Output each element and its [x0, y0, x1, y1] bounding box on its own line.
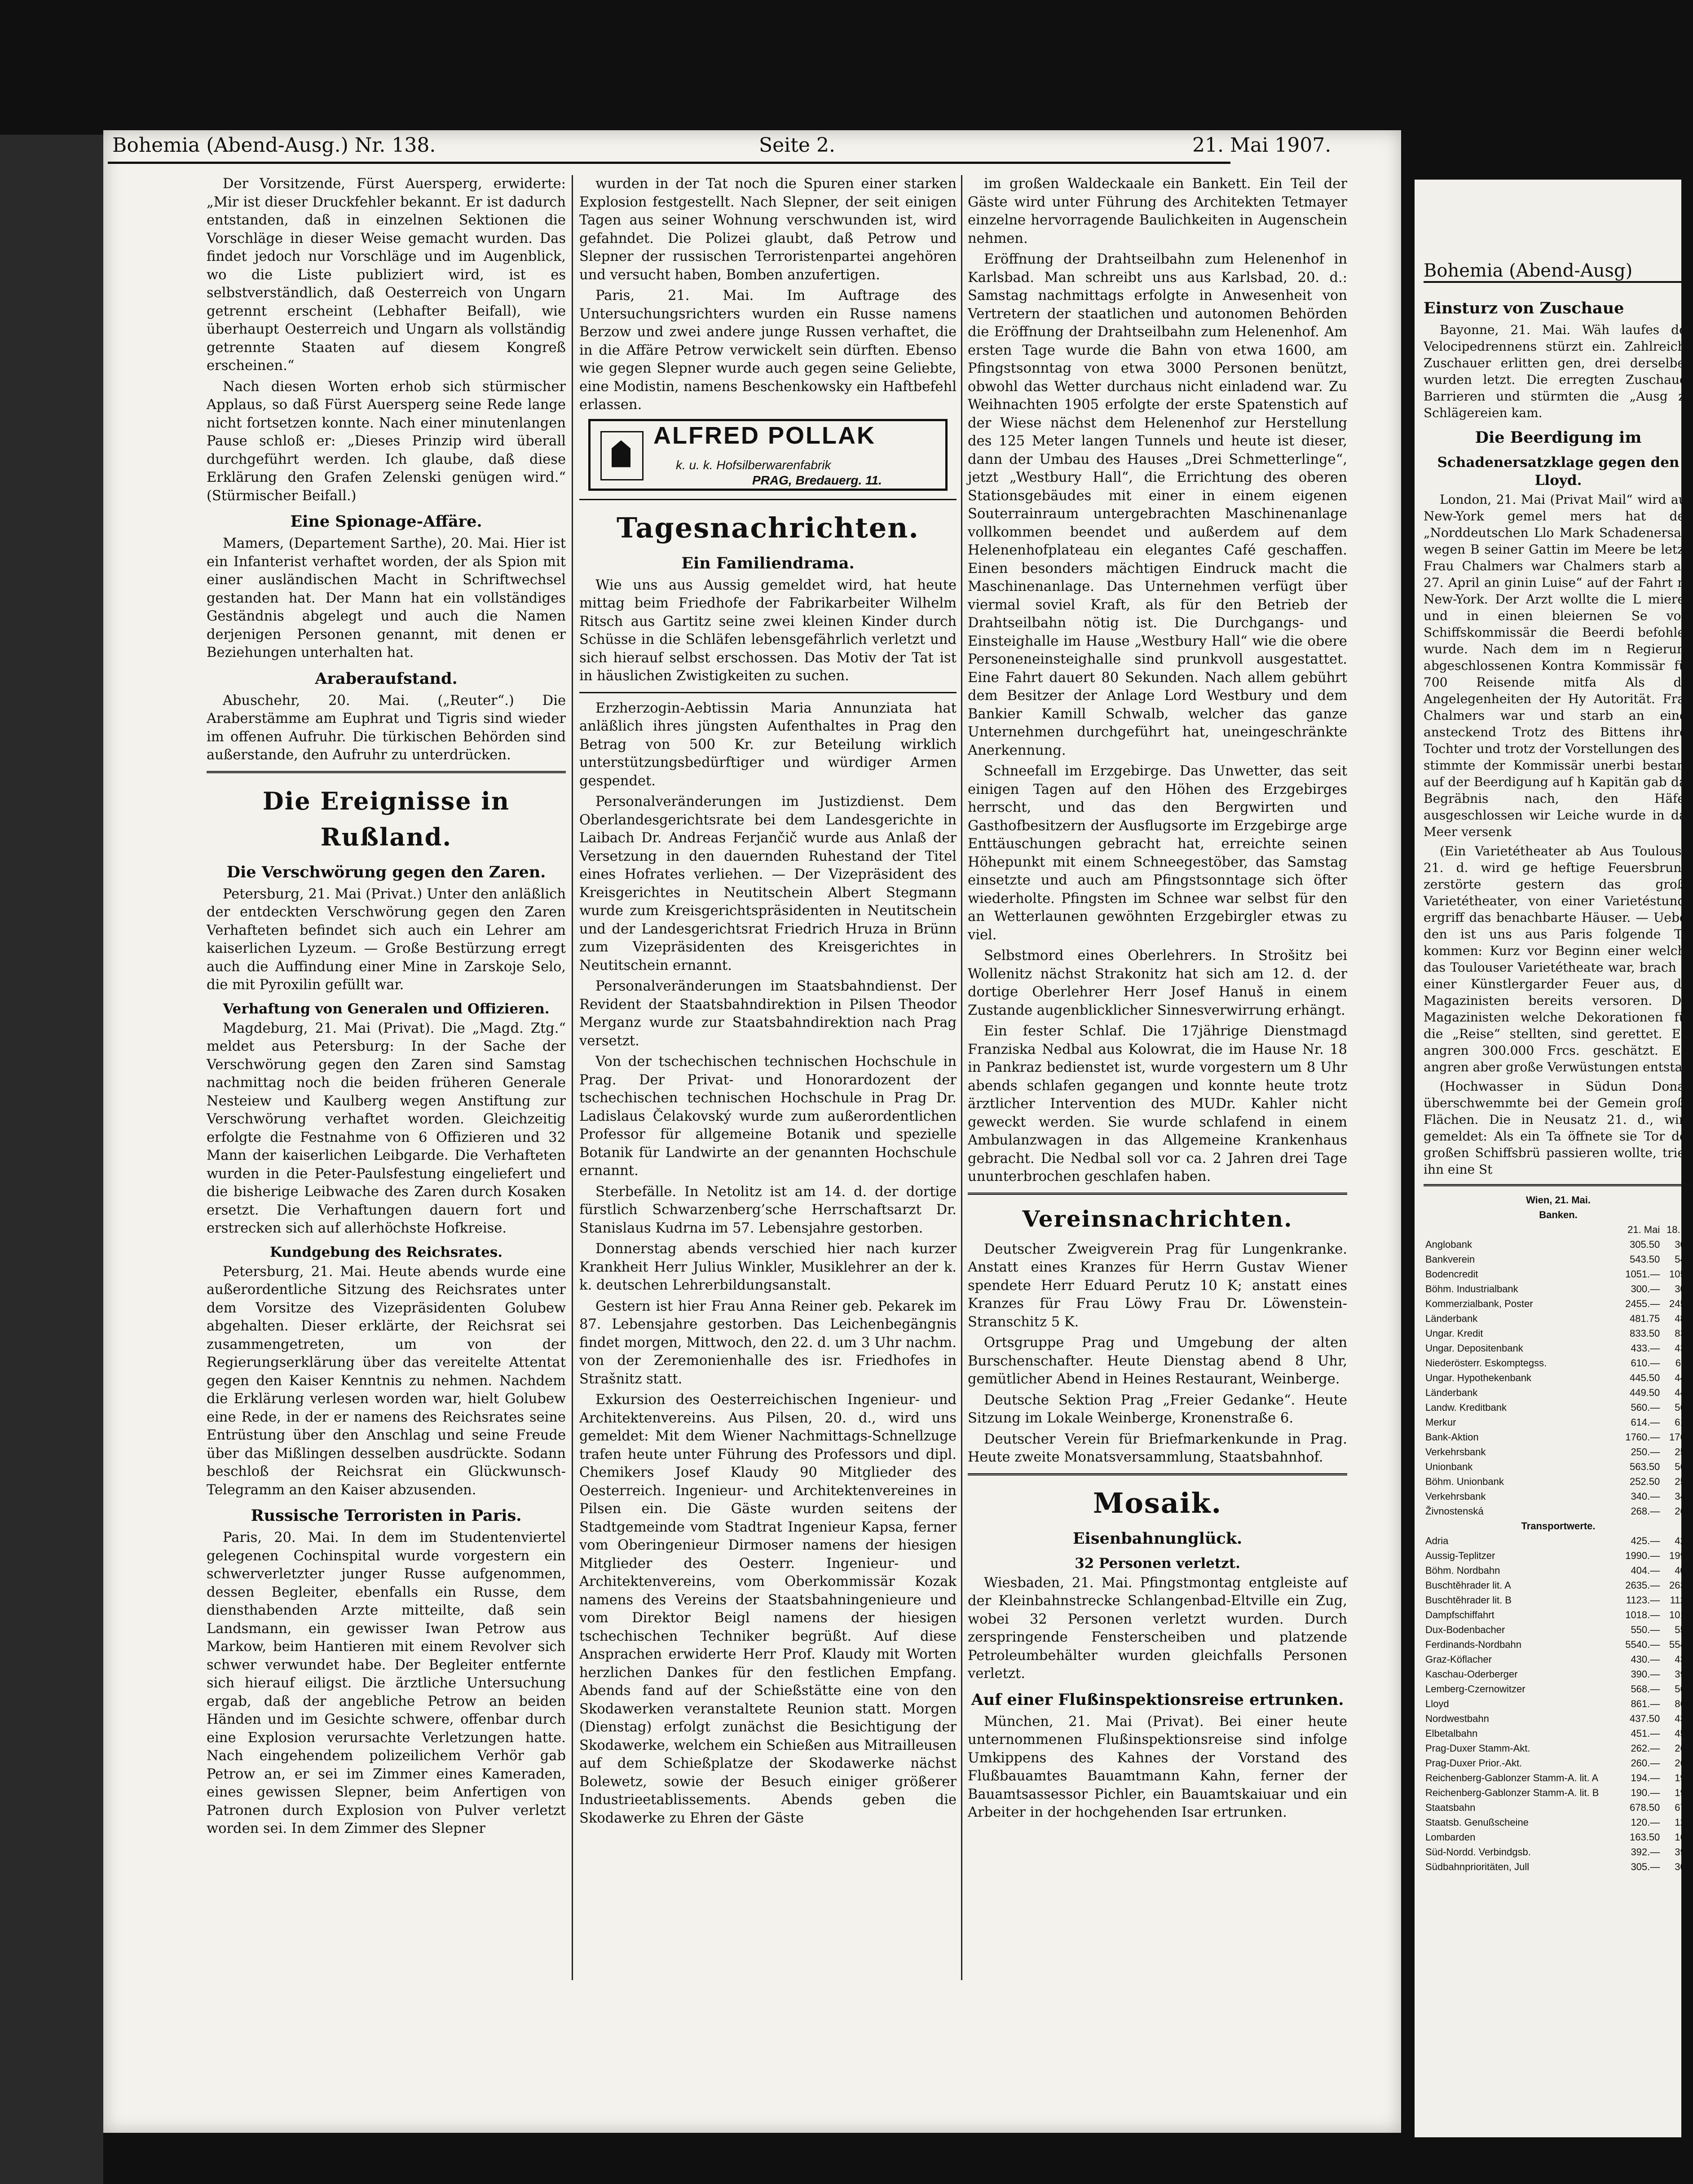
paragraph: Wiesbaden, 21. Mai. Pfingstmontag entgleiste auf der Kleinbahnstrecke Schlangenbad-Eltville ein Zug, wobei 32 Personen verletzt wurden. Durch zerspringende Fensterscheiben und platzende Petroleumbehälter wurden gleichfalls Personen verletzt. — [968, 1575, 1347, 1682]
paragraph: Paris, 21. Mai. Im Auftrage des Untersuchungsrichters wurden ein Russe namens Berzow und zwei andere junge Russen verhaftet, die in die Affäre Petrow verwickelt sein dürften. Ebenso wie gegen Slepner wurde auch gegen seine Geliebte, eine Modistin, namens Beschenkowsky ein Haftbefehl erlassen. — [579, 288, 957, 413]
stock-value: 425.— — [1631, 1535, 1660, 1546]
divider — [579, 692, 957, 693]
stock-value: 304 — [1675, 1239, 1691, 1250]
stock-name: Staatsbahn — [1425, 1802, 1476, 1813]
stock-value: 563 — [1675, 1461, 1691, 1472]
stock-value: 2635.— — [1625, 1580, 1660, 1591]
stock-name: Südbahnprioritäten, Jull — [1425, 1861, 1530, 1872]
stock-name: Süd-Nordd. Verbindgsb. — [1425, 1846, 1531, 1858]
divider — [968, 1193, 1347, 1195]
divider — [968, 1473, 1347, 1475]
stock-row — [1424, 1711, 1693, 1726]
stock-value: 2455.— — [1625, 1298, 1660, 1309]
stock-row — [1424, 1341, 1693, 1356]
stock-row — [1424, 1800, 1693, 1815]
stock-name: Prag-Duxer Stamm-Akt. — [1425, 1743, 1530, 1754]
stock-value: 1123 — [1670, 1594, 1691, 1606]
paragraph: wurden in der Tat noch die Spuren einer starken Explosion festgestellt. Nach Slepner, der seit einigen Tagen aus seiner Wohnung verschwunden ist, wird gefahndet. Die Polizei glaubt, daß Petrow und Slepner der russischen Terroristenpartei angehören und versucht haben, Bomben anzufertigen. — [579, 176, 957, 283]
stock-row — [1424, 1756, 1693, 1770]
paragraph: Abuschehr, 20. Mai. („Reuter“.) Die Araberstämme am Euphrat und Tigris sind wieder im offenen Aufruhr. Die türkischen Behörden sind außerstande, den Aufruhr zu unterdrücken. — [207, 692, 566, 763]
stock-row — [1424, 1785, 1693, 1800]
stock-name: Ungar. Hypothekenbank — [1425, 1372, 1532, 1383]
stock-value: 120 — [1675, 1817, 1691, 1828]
paragraph: Eröffnung der Drahtseilbahn zum Helenenhof in Karlsbad. Man schreibt uns aus Karlsbad, 20. d.: Samstag nachmittags erfolgte in Anwesenheit von Vertretern der staatlichen und autonomen Behörden die Eröffnung der Drahtseilbahn zum Helenenhof. Am ersten Tage wurde die Bahn von etwa 1600, am Pfingstsonntag von etwa 3000 Personen benützt, obwohl das Wetter durchaus nicht einladend war. Zu Weihnachten 1905 erfolgte der erste Spatenstich auf der Wiese nächst dem Helenenhof zur Herstellung des 125 Meter langen Tunnels und heute ist dieser, dann der Umbau des Hauses „Drei Schmetterlinge“, jetzt „Westbury Hall“, die Errichtung des oberen Stationsgebäudes mit einer in einem eigenen Souterrainraum untergebrachten Maschinenanlage vollkommen beendet und außerdem auf dem Helenenhofplateau ein elegantes Café geschaffen. Einen besonders mächtigen Eindruck macht die Maschinenanlage. Das Unternehmen verfügt über viermal soviel Kraft, als für den Betrieb der Drahtseilbahn nötig ist. Die Durchgangs- und Einsteighalle im Hause „Westbury Hall“ wie die obere Personeneinsteighalle sind prunkvoll ausgestattet. Eine Fahrt dauert 80 Sekunden. Nach allem gebührt dem Besitzer der Anlage Lord Westbury und dem Bankier Kamill Schwalb, welcher das ganze Unternehmen durchgeführt hat, uneingeschränkte Anerkennung. — [968, 251, 1347, 758]
paragraph: Wie uns aus Aussig gemeldet wird, hat heute mittag beim Friedhofe der Fabrikarbeiter Wilhelm Ritsch aus Gartitz seine zwei kleinen Kinder durch Schüsse in die Schläfen lebensgefährlich verletzt und sich hierauf selbst erschossen. Das Motiv der Tat ist in häuslichen Zwistigkeiten zu suchen. — [579, 577, 957, 684]
paragraph: Personalveränderungen im Staatsbahndienst. Der Revident der Staatsbahndirektion in Pilsen Theodor Merganz wurde zur Staatsbahndirektion nach Prag versetzt. — [579, 978, 957, 1049]
stock-value: 390 — [1675, 1669, 1691, 1680]
column-rule — [961, 175, 962, 1980]
stock-value: 614.— — [1631, 1417, 1660, 1428]
paragraph: Selbstmord eines Oberlehrers. In Strošitz bei Wollenitz nächst Strakonitz hat sich am 12. d. der dortige Oberlehrer Herr Josef Hanuš in einem Zustande augenblicklicher Sinnesverwirrung erhängt. — [968, 948, 1347, 1018]
stock-value: 260 — [1675, 1757, 1691, 1769]
stock-value: 300 — [1675, 1283, 1691, 1295]
stock-row — [1424, 1474, 1693, 1489]
stock-name: Elbetalbahn — [1425, 1728, 1478, 1739]
stock-row — [1424, 1430, 1693, 1444]
stock-name: Verkehrsbank — [1425, 1491, 1486, 1502]
stock-section: Transportwerte. — [1521, 1520, 1596, 1532]
stock-name: Aussig-Teplitzer — [1425, 1550, 1495, 1561]
stock-name: Kommerzialbank, Poster — [1425, 1298, 1533, 1309]
headline: Eisenbahnunglück. — [1072, 1529, 1243, 1548]
stock-row — [1424, 1652, 1693, 1667]
stock-value: 563.50 — [1629, 1461, 1660, 1472]
subheadline: Kundgebung des Reichsrates. — [269, 1244, 503, 1260]
stock-name: Kaschau-Oderberger — [1425, 1669, 1518, 1680]
stock-section: Banken. — [1539, 1209, 1578, 1220]
headline: Eine Spionage-Affäre. — [290, 512, 482, 531]
stock-value: 610.— — [1631, 1357, 1660, 1369]
stock-row — [1424, 1237, 1693, 1252]
stock-row — [1424, 1845, 1693, 1859]
stock-row — [1424, 1593, 1693, 1607]
headline: Die Beerdigung im — [1475, 428, 1642, 447]
stock-name: Anglobank — [1425, 1239, 1472, 1250]
stock-value: 392.— — [1631, 1846, 1660, 1858]
stock-value: 404 — [1675, 1565, 1691, 1576]
stock-name: Graz-Köflacher — [1425, 1654, 1492, 1665]
ad-name: ALFRED POLLAK — [653, 422, 876, 449]
castle-logo-icon — [600, 431, 644, 480]
section-headline: Mosaik. — [1093, 1486, 1222, 1519]
stock-value: 560 — [1675, 1402, 1691, 1413]
stock-name: Prag-Duxer Prior.-Akt. — [1425, 1757, 1522, 1769]
stock-name: Bodencredit — [1425, 1268, 1478, 1280]
subheadline: Schadenersatzklage gegen den Lloyd. — [1437, 454, 1680, 489]
stock-value: 445.50 — [1629, 1372, 1660, 1383]
paragraph: (Hochwasser in Südun Donau überschwemmte bei der Gemein große Flächen. Die in Neusatz 21. d., wird gemeldet: Als ein Ta öffnete sie Tor der großen Schiffsbrü passieren wollte, trieb ihn eine St — [1424, 1079, 1693, 1177]
stock-value: 433 — [1675, 1343, 1691, 1354]
stock-name: Reichenberg-Gablonzer Stamm-A. lit. B — [1425, 1787, 1599, 1798]
paragraph: Nach diesen Worten erhob sich stürmischer Applaus, so daß Fürst Auersperg seine Rede lange nicht fortsetzen konnte. Nach einer minutenlangen Pause schloß er: „Dieses Prinzip wird überall durchgeführt werden. Ich glaube, daß diese Erklärung den Grafen Zelenski genügen wird.“ (Stürmischer Beifall.) — [207, 379, 566, 504]
stock-name: Ungar. Depositenbank — [1425, 1343, 1523, 1354]
stock-value: 678.50 — [1629, 1802, 1660, 1813]
stock-row — [1424, 1489, 1693, 1504]
paragraph: Von der tschechischen technischen Hochschule in Prag. Der Privat- und Honorardozent der tschechischen technischen Hochschule in Prag Dr. Ladislaus Čelakovský wurde zum außerordentlichen Professor für allgemeine Botanik und spezielle Botanik für Landwirte an der genannten Hochschule ernannt. — [579, 1054, 957, 1179]
stock-row — [1424, 1370, 1693, 1385]
stock-row — [1424, 1667, 1693, 1682]
stock-name: Živnostenská — [1425, 1506, 1484, 1517]
paragraph: Donnerstag abends verschied hier nach kurzer Krankheit Herr Julius Winkler, Musiklehrer an der k. k. deutschen Lehrerbildungsanstalt. — [579, 1241, 957, 1293]
ad-address: PRAG, Bredauerg. 11. — [752, 473, 882, 487]
stock-row — [1424, 1770, 1693, 1785]
paragraph: Mamers, (Departement Sarthe), 20. Mai. Hier ist ein Infanterist verhaftet worden, der als Spion mit einer ausländischen Macht in Schriftwechsel gestanden hat. Der Mann hat ein vollständiges Geständnis abgelegt und auch die Namen derjenigen Personen genannt, mit denen er Beziehungen unterhalten hat. — [207, 536, 566, 660]
ad-line: k. u. k. Hofsilberwarenfabrik — [676, 458, 831, 472]
stock-value: 543.50 — [1629, 1254, 1660, 1265]
stock-value: 163.50 — [1629, 1832, 1660, 1843]
stock-value: 1990 — [1669, 1550, 1691, 1561]
stock-value: 437.50 — [1629, 1713, 1660, 1724]
stock-value: 433.— — [1631, 1343, 1660, 1354]
stock-name: Dampfschiffahrt — [1425, 1609, 1495, 1620]
adjacent-paper-title: Bohemia (Abend-Ausg) — [1424, 260, 1693, 283]
paragraph: Ortsgruppe Prag und Umgebung der alten Burschenschafter. Heute Dienstag abend 8 Uhr, gemütlicher Abend in Heines Restaurant, Weinberge. — [968, 1335, 1347, 1387]
paper-title: Bohemia (Abend-Ausg.) Nr. 138. — [112, 134, 436, 157]
stock-name: Buschtěhrader lit. B — [1425, 1594, 1512, 1606]
stock-row — [1424, 1281, 1693, 1296]
stock-value: 424 — [1675, 1535, 1691, 1546]
stock-row — [1424, 1741, 1693, 1756]
stock-value: 550.— — [1631, 1624, 1660, 1635]
subheadline: 32 Personen verletzt. — [1075, 1555, 1240, 1572]
paragraph: Bayonne, 21. Mai. Wäh laufes des Velocipedrennens stürzt ein. Zahlreiche Zuschauer erlitten gen, drei derselben wurden letzt. Die erregten Zuschauer Barrieren und stürmten die „Ausg zu Schlägereien kam. — [1424, 322, 1693, 420]
stock-row — [1424, 1622, 1693, 1637]
paragraph: Petersburg, 21. Mai. Heute abends wurde eine außerordentliche Sitzung des Reichsrates unter dem Vorsitze des Vizepräsidenten Golubew abgehalten. Dieser erklärte, der Reichsrat sei zusammengetreten, um von der Regierungserklärung über das vereitelte Attentat gegen den Kaiser Kenntnis zu nehmen. Nachdem die Erklärung verlesen worden war, hielt Golubew eine Rede, in der er namens des Reichsrates seine Entrüstung über den Anschlag und seine Freude über das Mißlingen desselben ausdrückte. Sodann beschloß der Reichsrat ein Glückwunsch-Telegramm an den Kaiser abzusenden. — [207, 1264, 566, 1498]
stock-name: Böhm. Unionbank — [1425, 1476, 1504, 1487]
stock-value: 861 — [1675, 1698, 1691, 1709]
stock-value: 252 — [1675, 1476, 1691, 1487]
stock-name: Unionbank — [1425, 1461, 1473, 1472]
stock-row — [1424, 1326, 1693, 1341]
stock-value: 300.— — [1631, 1283, 1660, 1295]
paragraph: Der Vorsitzende, Fürst Auersperg, erwiderte: „Mir ist dieser Druckfehler bekannt. Er ist dadurch entstanden, daß in einzelnen Sektionen die Vorschläge in dieser Weise gemacht wurden. Das findet jedoch nur Vorschläge und im Augenblick, wo die Liste publiziert wird, ist es selbstverständlich, daß Oesterreich von Ungarn getrennt erscheint (Lebhafter Beifall), wie überhaupt Oesterreich und Ungarn als vollständig getrennte Staaten auf diesem Kongreß erscheinen.“ — [207, 176, 566, 374]
stock-name: Staatsb. Genußscheine — [1425, 1817, 1529, 1828]
section-headline: Vereinsnachrichten. — [1022, 1205, 1293, 1232]
paragraph: Deutscher Zweigverein Prag für Lungenkranke. Anstatt eines Kranzes für Herrn Gustav Wiener spendete Herr Eduard Perutz 10 K; anstatt eines Kranzes für Frau Löwy Frau Dr. Löwenstein-Stranschitz 5 K. — [968, 1241, 1347, 1330]
paragraph: Sterbefälle. In Netolitz ist am 14. d. der dortige fürstlich Schwarzenberg’sche Herrschaftsarzt Dr. Stanislaus Kudrna im 57. Lebensjahre gestorben. — [579, 1184, 957, 1236]
stock-name: Lombarden — [1425, 1832, 1476, 1843]
stock-name: Länderbank — [1425, 1387, 1478, 1398]
stock-name: Lloyd — [1425, 1698, 1449, 1709]
stock-col-header: 18. M — [1666, 1224, 1691, 1235]
stock-value: 392 — [1675, 1846, 1691, 1858]
issue-date: 21. Mai 1907. — [1192, 134, 1331, 157]
stock-row — [1424, 1444, 1693, 1459]
stock-name: Landw. Kreditbank — [1425, 1402, 1507, 1413]
stock-value: 1057 — [1669, 1268, 1691, 1280]
stock-value: 451 — [1675, 1728, 1691, 1739]
stock-value: 1018.— — [1625, 1609, 1660, 1620]
paragraph: Magdeburg, 21. Mai (Privat). Die „Magd. Ztg.“ meldet aus Petersburg: In der Sache der Verschwörung gegen den Zaren sind Samstag nachmittag noch die beiden früheren Generale Nesteiew und Kaulberg wegen Anstiftung zur Verschwörung verhaftet worden. Gleichzeitig erfolgte die Festnahme von 6 Offizieren und 32 Mann der kaiserlichen Leibgarde. Die Verhafteten wurden in die Peter-Paulsfestung eingeliefert und die bisherige Leibwache des Zaren durch Kosaken ersetzt. Die Verhaftungen dauern fort und erstrecken sich auf allerhöchste Hofkreise. — [207, 1020, 566, 1236]
stock-row — [1424, 1696, 1693, 1711]
stock-row — [1424, 1356, 1693, 1370]
section-headline: Tagesnachrichten. — [617, 511, 919, 544]
stock-value: 252.50 — [1629, 1476, 1660, 1487]
stock-value: 1051.— — [1625, 1268, 1660, 1280]
stock-value: 550 — [1675, 1624, 1691, 1635]
stock-name: Bankverein — [1425, 1254, 1475, 1265]
binding-edge — [0, 135, 103, 2184]
stock-value: 833 — [1675, 1328, 1691, 1339]
stock-name: Böhm. Industrialbank — [1425, 1283, 1518, 1295]
stock-value: 568 — [1675, 1683, 1691, 1695]
stock-value: 305.50 — [1629, 1239, 1660, 1250]
stock-row — [1424, 1815, 1693, 1830]
stock-value: 390.— — [1631, 1669, 1660, 1680]
stock-value: 194 — [1675, 1772, 1691, 1783]
paragraph: (Ein Varietétheater ab Aus Toulouse, 21. d. wird ge heftige Feuersbrunst zerstörte gestern das große Varietétheater, von einer Varietéstunde ergriff das benachbarte Häuser. — Ueber den ist uns aus Paris folgende Tel kommen: Kurz vor Beginn einer welche das Toulouser Varietétheate war, brach in einer Künstlergarder Feuer aus, die Magazinisten bereits versoren. Die Magazinisten welche Dekorationen für die „Reise“ stellten, sind gerettet. Ein angren 300.000 Frcs. geschätzt. Ein angren aber große Verwüstungen entstan — [1424, 844, 1693, 1074]
stock-value: 404.— — [1631, 1565, 1660, 1576]
subheadline: Verhaftung von Generalen und Offizieren. — [223, 1000, 550, 1017]
paragraph: Paris, 20. Mai. In dem im Studentenviertel gelegenen Cochinspital wurde vorgestern ein schwerverletzter junger Russe aufgenommen, dessen Begleiter, ebenfalls ein Russe, dem diensthabenden Arzte mitteilte, daß sein Landsmann, ein gewisser Iwan Petrow aus Markow, beim Hantieren mit einem Revolver sich schwer verwundet habe. Der Begleiter entfernte sich hierauf eiligst. Die ärztliche Untersuchung ergab, daß der angebliche Petrow an beiden Händen und im Gesichte schwere, offenbar durch eine Explosion verursachte Verletzungen hatte. Nach eingehendem polizeilichem Verhör gab Petrow an, er sei im Zimmer eines Kameraden, eines gewissen Slepner, beim Anfertigen von Patronen durch Explosion von Pulver verletzt worden sei. In dem Zimmer des Slepner — [207, 1530, 566, 1836]
divider — [207, 771, 566, 773]
stock-name: Buschtěhrader lit. A — [1425, 1580, 1511, 1591]
paragraph: Schneefall im Erzgebirge. Das Unwetter, das seit einigen Tagen auf den Höhen des Erzgebirges herrscht, und das den Bergwirten und Gasthofbesitzern der Ausflugsorte im Erzgebirge arge Enttäuschungen gebracht hat, erreichte seinen Höhepunkt mit einem Schneegestöber, das Samstag einsetzte und auch am Pfingstsonntage sich öfter wiederholte. Pfingsten im Schnee war selbst für den an Wetterlaunen gewöhnten Erzgebirgler etwas zu viel. — [968, 763, 1347, 943]
stock-row — [1424, 1459, 1693, 1474]
stock-row — [1424, 1859, 1693, 1874]
stock-value: 305.— — [1631, 1861, 1660, 1872]
stock-title: Wien, 21. Mai. — [1525, 1194, 1591, 1206]
stock-value: 2455 — [1669, 1298, 1691, 1309]
stock-value: 449 — [1675, 1387, 1691, 1398]
stock-value: 451.— — [1631, 1728, 1660, 1739]
paragraph: Petersburg, 21. Mai (Privat.) Unter den anläßlich der entdeckten Verschwörung gegen den Zaren Verhafteten befindet sich auch ein Lehrer am kaiserlichen Lyzeum. — Große Bestürzung erregt auch die Auffindung einer Mine in Zarskoje Selo, die mit Pyroxilin gefüllt war. — [207, 886, 566, 993]
column-rule — [572, 175, 573, 1980]
stock-row — [1424, 1415, 1693, 1430]
stock-value: 250.— — [1631, 1446, 1660, 1457]
stock-value: 190.— — [1631, 1787, 1660, 1798]
stock-value: 262 — [1675, 1743, 1691, 1754]
stock-value: 163 — [1675, 1832, 1691, 1843]
stock-value: 678 — [1675, 1802, 1691, 1813]
stock-value: 560.— — [1631, 1402, 1660, 1413]
page-number: Seite 2. — [759, 134, 835, 157]
paragraph: Deutscher Verein für Briefmarkenkunde in Prag. Heute zweite Monatsversammlung, Staatsbahnhof. — [968, 1431, 1347, 1465]
stock-col-header: 21. Mai — [1627, 1224, 1660, 1235]
stock-value: 2635 — [1669, 1580, 1691, 1591]
stock-name: Reichenberg-Gablonzer Stamm-A. lit. A — [1425, 1772, 1599, 1783]
stock-value: 268 — [1675, 1506, 1691, 1517]
stock-value: 482 — [1675, 1313, 1691, 1324]
paragraph: Personalveränderungen im Justizdienst. Dem Oberlandesgerichtsrate bei dem Landesgerichte in Laibach Dr. Andreas Ferjančič wurde aus Anlaß der Versetzung in den dauernden Ruhestand der Titel eines Hofrates verliehen. — Der Vizepräsident des Kreisgerichtes in Neutitschein Albert Stegmann wurde zum Kreisgerichtspräsidenten in Neutitschein und der Landesgerichtsrat Friedrich Hruza in Brünn zum Vizepräsidenten des Kreisgerichtes in Neutitschein ernannt. — [579, 794, 957, 973]
stock-row — [1424, 1830, 1693, 1845]
stock-value: 190 — [1675, 1787, 1691, 1798]
stock-value: 194.— — [1631, 1772, 1660, 1783]
stock-value: 120.— — [1631, 1817, 1660, 1828]
stock-value: 568.— — [1631, 1683, 1660, 1695]
stock-value: 1760 — [1669, 1431, 1691, 1443]
stock-value: 833.50 — [1629, 1328, 1660, 1339]
stock-value: 250 — [1675, 1446, 1691, 1457]
adjacent-column — [1424, 292, 1693, 2124]
stock-value: 268.— — [1631, 1506, 1660, 1517]
stock-value: 5540.— — [1625, 1639, 1660, 1650]
stock-value: 1760.— — [1625, 1431, 1660, 1443]
advertisement — [588, 419, 948, 491]
stock-value: 260.— — [1631, 1757, 1660, 1769]
stock-value: 481.75 — [1629, 1313, 1660, 1324]
paragraph: Gestern ist hier Frau Anna Reiner geb. Pekarek im 87. Lebensjahre gestorben. Das Leichenbegängnis findet morgen, Mittwoch, den 22. d. um 3 Uhr nachm. von der Zeremonienhalle des isr. Friedhofes in Strašnitz statt. — [579, 1298, 957, 1387]
stock-row — [1424, 1533, 1693, 1548]
stock-value: 1123.— — [1626, 1594, 1660, 1606]
stock-row — [1424, 1267, 1693, 1281]
divider — [579, 499, 957, 500]
stock-row — [1424, 1578, 1693, 1593]
stock-name: Adria — [1425, 1535, 1449, 1546]
divider — [1424, 1184, 1693, 1186]
section-headline: Die Ereignisse in Rußland. — [262, 786, 510, 851]
stock-name: Ferdinands-Nordbahn — [1425, 1639, 1522, 1650]
stock-value: 437 — [1675, 1713, 1691, 1724]
headline: Die Verschwörung gegen den Zaren. — [226, 863, 546, 881]
stock-value: 1990.— — [1625, 1550, 1660, 1561]
stock-name: Lemberg-Czernowitzer — [1425, 1683, 1525, 1695]
column-3 — [968, 175, 1347, 1985]
stock-name: Ungar. Kredit — [1425, 1328, 1483, 1339]
stock-row — [1424, 1563, 1693, 1578]
paragraph: Ein fester Schlaf. Die 17jährige Dienstmagd Franziska Nedbal aus Kolowrat, die im Hause Nr. 18 in Pankraz bedienstet ist, wurde vorgestern um 8 Uhr abends schlafen gegangen und konnte heute trotz ärztlicher Intervention des MUDr. Kahler nicht geweckt werden. Sie wurde schlafend in einem Ambulanzwagen in das Allgemeine Krankenhaus gebracht. Die Nedbal soll vor ca. 2 Jahren drei Tage ununterbrochen geschlafen haben. — [968, 1023, 1347, 1184]
stock-value: 543 — [1675, 1254, 1691, 1265]
stock-value: 340 — [1675, 1491, 1691, 1502]
stock-row — [1424, 1682, 1693, 1696]
stock-row — [1424, 1726, 1693, 1741]
stock-name: Nordwestbahn — [1425, 1713, 1489, 1724]
stock-value: 614 — [1675, 1417, 1691, 1428]
column-1 — [207, 175, 566, 1985]
paragraph: im großen Waldeckaale ein Bankett. Ein Teil der Gäste wird unter Führung des Architekten Tetmayer einzelne hervorragende Baulichkeiten in Augenschein nehmen. — [968, 176, 1347, 247]
stock-row — [1424, 1504, 1693, 1519]
stock-name: Böhm. Nordbahn — [1425, 1565, 1500, 1576]
stock-row — [1424, 1637, 1693, 1652]
headline: Araberaufstand. — [315, 669, 458, 688]
headline: Auf einer Flußinspektionsreise ertrunken. — [971, 1690, 1344, 1709]
stock-table — [1424, 1193, 1693, 1874]
paragraph: London, 21. Mai (Privat Mail“ wird aus New-York gemel mers hat den „Norddeutschen Llo Mark Schadenersatz wegen B seiner Gattin im Meere be letzt. Frau Chalmers war Chalmers starb am 27. April an ginin Luise“ auf der Fahrt na New-York. Der Arzt wollte die L mieren und in einen bleiernen Se vom Schiffskommissär die Beerdi befohlen wurde. Nach dem im n Regierung abgeschlossenen Kontra Kommissär für 700 Reisende mitfa Als die Angelegenheiten der Hy Autorität. Frau Chalmers war und starb an einer ansteckend Trotz des Bittens ihrer Tochter und trotz der Vorstellungen des K stimmte der Kommissär unerbi bestand auf der Beerdigung auf h Kapitän gab das Begräbnis nach, den Häfen ausgeschlossen wir Leiche wurde in das Meer versenk — [1424, 492, 1693, 839]
stock-row — [1424, 1385, 1693, 1400]
stock-row — [1424, 1400, 1693, 1415]
stock-value: 5540 — [1669, 1639, 1691, 1650]
column-2 — [579, 175, 957, 1985]
page-header — [108, 130, 1331, 164]
stock-name: Merkur — [1425, 1417, 1456, 1428]
stock-name: Dux-Bodenbacher — [1425, 1624, 1505, 1635]
stock-value: 861.— — [1631, 1698, 1660, 1709]
stock-name: Bank-Aktion — [1425, 1431, 1479, 1443]
headline: Ein Familiendrama. — [681, 554, 855, 572]
stock-row — [1424, 1296, 1693, 1311]
stock-value: 262.— — [1631, 1743, 1660, 1754]
paragraph: Deutsche Sektion Prag „Freier Gedanke“. Heute Sitzung im Lokale Weinberge, Kronenstraße 6. — [968, 1392, 1347, 1426]
stock-row — [1424, 1607, 1693, 1622]
paragraph: Exkursion des Oesterreichischen Ingenieur- und Architektenvereins. Aus Pilsen, 20. d., wird uns gemeldet: Mit dem Wiener Nachmittags-Schnellzuge trafen heute unter Führung des Professors und dipl. Chemikers Josef Klaudy 90 Mitglieder des Oesterreich. Ingenieur- und Architektenvereines in Pilsen ein. Die Gäste wurden seitens der Stadtgemeinde vom Stadtrat Ingenieur Kapsa, ferner vom Oberingenieur Dirmoser namens der hiesigen Mitglieder des Oesterr. Ingenieur- und Architektenvereins, vom Oberkommissär Kozak namens des Vereins der Staatsbahningenieure und vom Direktor Beigl namens der hiesigen tschechischen Techniker begrüßt. Auf diese Ansprachen erwiderte Herr Prof. Klaudy mit Worten herzlichen Dankes für den festlichen Empfang. Abends fand auf der Schießstätte eine von den Skodawerken veranstaltete Reunion statt. Morgen (Dienstag) erfolgt zunächst die Besichtigung der Skodawerke, welchem ein Schießen aus Mitrailleusen auf dem Schießplatze der Skodawerke nächst Bolewetz, sowie der Besuch einiger größerer Industrieetablissements. Abends geben die Skodawerke zu Ehren der Gäste — [579, 1392, 957, 1826]
stock-value: 449.50 — [1629, 1387, 1660, 1398]
stock-row — [1424, 1311, 1693, 1326]
stock-value: 340.— — [1631, 1491, 1660, 1502]
stock-name: Niederösterr. Eskomptegss. — [1425, 1357, 1547, 1369]
stock-value: 305 — [1675, 1861, 1691, 1872]
stock-name: Länderbank — [1425, 1313, 1478, 1324]
paragraph: Erzherzogin-Aebtissin Maria Annunziata hat anläßlich ihres jüngsten Aufenthaltes in Prag den Betrag von 500 Kr. zur Beteilung wirklich unterstützungsbedürftiger und würdiger Armen gespendet. — [579, 700, 957, 789]
stock-value: 611 — [1675, 1357, 1691, 1369]
adjacent-page — [1415, 180, 1693, 2137]
stock-value: 430.— — [1631, 1654, 1660, 1665]
headline: Russische Terroristen in Paris. — [251, 1506, 522, 1525]
stock-value: 1018 — [1669, 1609, 1691, 1620]
stock-value: 445 — [1675, 1372, 1691, 1383]
paragraph: München, 21. Mai (Privat). Bei einer heute unternommenen Flußinspektionsreise sind infolge Umkippens des Kahnes der Vorstand des Flußbauamtes Bauamtmann Kahn, ferner der Bauamtsassessor Pichler, ein Bauamtskaiuar und ein Arbeiter in der hochgehenden Isar ertrunken. — [968, 1713, 1347, 1820]
headline: Einsturz von Zuschaue — [1424, 299, 1624, 317]
stock-value: 430 — [1675, 1654, 1691, 1665]
stock-row — [1424, 1252, 1693, 1267]
stock-row — [1424, 1548, 1693, 1563]
stock-name: Verkehrsbank — [1425, 1446, 1486, 1457]
